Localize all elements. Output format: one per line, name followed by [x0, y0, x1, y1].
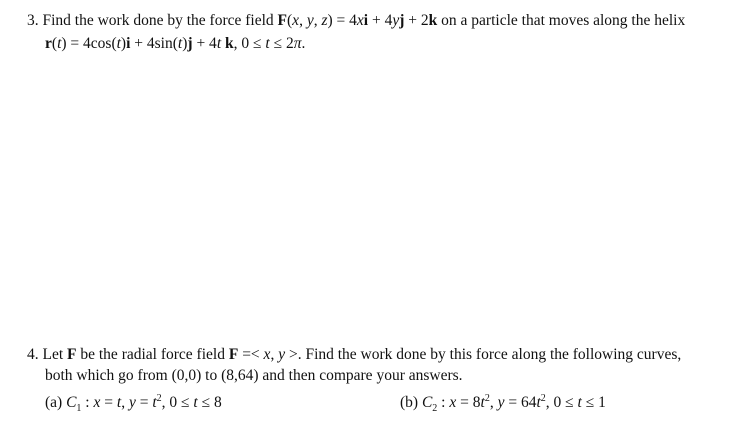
problem-3-line-1: 3. Find the work done by the force field F(x, y, z) = 4xi + 4yj + 2k on a particle that moves along the helix — [27, 12, 686, 29]
problem-4-part-b: (b) $C_2$ : $x = 8t^2$, $y = 64t^2$, 0 ≤ t ≤ 1 — [400, 392, 606, 415]
problem-4-line-1: 4. Let F be the radial force field F =< x, y >. Find the work done by this force along the following curves, — [27, 346, 682, 363]
problem-4-part-a: (a) $C_1$ : x = t, $y = t^2$, 0 ≤ t ≤ 8 — [45, 392, 222, 415]
problem-4-number: 4. — [27, 346, 39, 363]
problem-3-number: 3. — [27, 12, 39, 29]
problem-3-line-2: r(t) = 4cos(t)i + 4sin(t)j + 4t k, 0 ≤ t ≤ 2π. — [45, 35, 306, 52]
problem-4-line-2: both which go from (0,0) to (8,64) and then compare your answers. — [45, 367, 463, 384]
